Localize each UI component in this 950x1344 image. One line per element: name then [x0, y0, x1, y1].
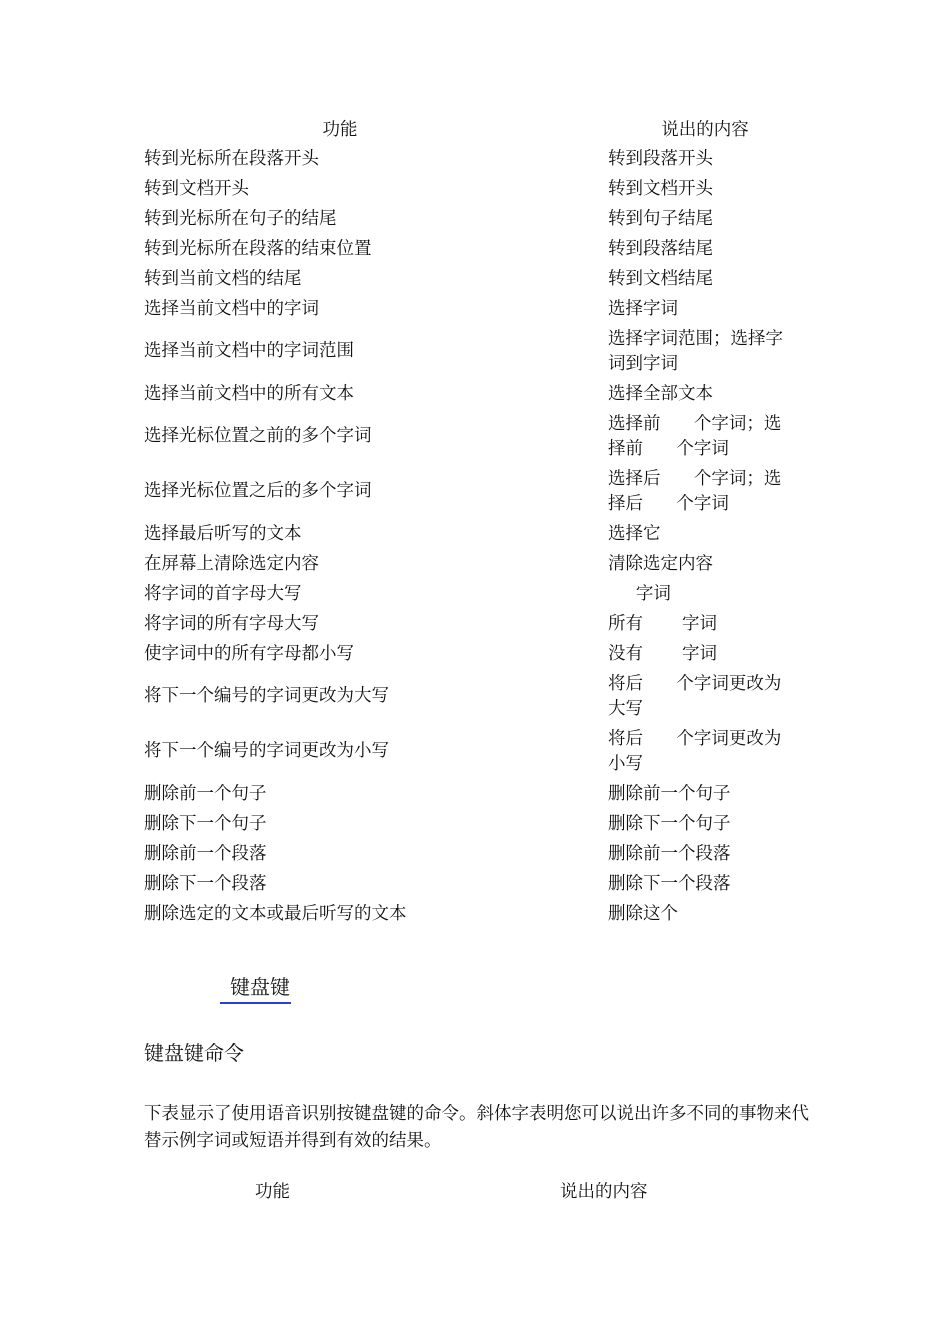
function-cell: 转到文档开头 [144, 178, 249, 199]
spoken-cell: 选择后 个字词；选 择后 个字词 [608, 468, 782, 514]
function-cell: 将下一个编号的字词更改为小写 [144, 741, 389, 761]
table-row [140, 204, 802, 234]
spoken-cell: 选择前 个字词；选 择前 个字词 [608, 413, 782, 459]
function-cell: 将下一个编号的字词更改为大写 [144, 686, 389, 706]
spoken-cell: 将后 个字词更改为 小写 [608, 728, 782, 774]
function-cell: 删除选定的文本或最后听写的文本 [144, 903, 407, 924]
function-cell: 选择当前文档中的字词范围 [144, 341, 354, 361]
table-row [140, 294, 802, 324]
function-cell: 转到当前文档的结尾 [144, 268, 302, 289]
spoken-cell: 没有 字词 [608, 643, 717, 664]
function-cell: 选择当前文档中的所有文本 [144, 383, 354, 404]
function-cell: 选择光标位置之前的多个字词 [144, 426, 372, 446]
spoken-cell: 删除下一个句子 [608, 813, 731, 834]
spoken-cell: 选择它 [608, 523, 661, 544]
table-row [140, 409, 802, 464]
table-row [140, 379, 802, 409]
table-row [140, 809, 802, 839]
table-row [140, 839, 802, 869]
table-row [140, 669, 802, 724]
keyboard-keys-link[interactable]: 键盘键 [220, 972, 291, 1004]
header-spoken: 说出的内容 [661, 119, 749, 140]
spoken-cell: 选择字词 [608, 298, 678, 319]
function-cell: 删除前一个句子 [144, 783, 267, 804]
table-body [140, 144, 802, 929]
table-row [140, 869, 802, 899]
spoken-cell: 转到句子结尾 [608, 208, 713, 229]
voice-commands-table [140, 116, 802, 929]
intro-paragraph: 下表显示了使用语音识别按键盘键的命令。斜体字表明您可以说出许多不同的事物来代替示例字词或短语并得到有效的结果。 [144, 1104, 809, 1151]
spoken-cell: 删除这个 [608, 903, 678, 924]
function-cell: 选择光标位置之后的多个字词 [144, 481, 372, 501]
spoken-cell: 选择字词范围；选择字 词到字词 [608, 328, 783, 374]
table-row [140, 324, 802, 379]
function-cell: 在屏幕上清除选定内容 [144, 553, 319, 574]
table-row [140, 519, 802, 549]
table-row [140, 264, 802, 294]
function-cell: 将字词的首字母大写 [144, 583, 302, 604]
table-row [140, 144, 802, 174]
function-cell: 将字词的所有字母大写 [144, 613, 319, 634]
function-cell: 选择最后听写的文本 [144, 523, 302, 544]
spoken-cell: 清除选定内容 [608, 553, 713, 574]
header-function: 功能 [322, 119, 358, 140]
table-row [140, 579, 802, 609]
spoken-cell: 转到段落结尾 [608, 238, 713, 259]
function-cell: 删除下一个句子 [144, 813, 267, 834]
spoken-cell: 字词 [608, 583, 671, 604]
table-header-row [140, 116, 802, 144]
table-row [140, 464, 802, 519]
function-cell: 删除下一个段落 [144, 873, 267, 894]
table-row [140, 609, 802, 639]
table-row [140, 779, 802, 809]
section-heading: 键盘键命令 [144, 1041, 244, 1065]
spoken-cell: 删除前一个段落 [608, 843, 731, 864]
function-cell: 删除前一个段落 [144, 843, 267, 864]
table-row [140, 549, 802, 579]
table-row [140, 639, 802, 669]
spoken-cell: 转到段落开头 [608, 148, 713, 169]
function-cell: 使字词中的所有字母都小写 [144, 643, 354, 664]
spoken-cell: 删除下一个段落 [608, 873, 731, 894]
spoken-cell: 将后 个字词更改为 大写 [608, 673, 782, 719]
spoken-cell: 转到文档开头 [608, 178, 713, 199]
spoken-cell: 所有 字词 [608, 613, 717, 634]
function-cell: 选择当前文档中的字词 [144, 298, 319, 319]
table-row [140, 234, 802, 264]
table-row [140, 724, 802, 779]
function-cell: 转到光标所在句子的结尾 [144, 208, 337, 229]
table-row [140, 174, 802, 204]
function-cell: 转到光标所在段落开头 [144, 148, 319, 169]
table2-header-function: 功能 [255, 1182, 290, 1202]
spoken-cell: 选择全部文本 [608, 383, 713, 404]
table-row [140, 899, 802, 929]
function-cell: 转到光标所在段落的结束位置 [144, 238, 372, 259]
spoken-cell: 转到文档结尾 [608, 268, 713, 289]
table2-header-spoken: 说出的内容 [560, 1182, 648, 1202]
spoken-cell: 删除前一个句子 [608, 783, 731, 804]
